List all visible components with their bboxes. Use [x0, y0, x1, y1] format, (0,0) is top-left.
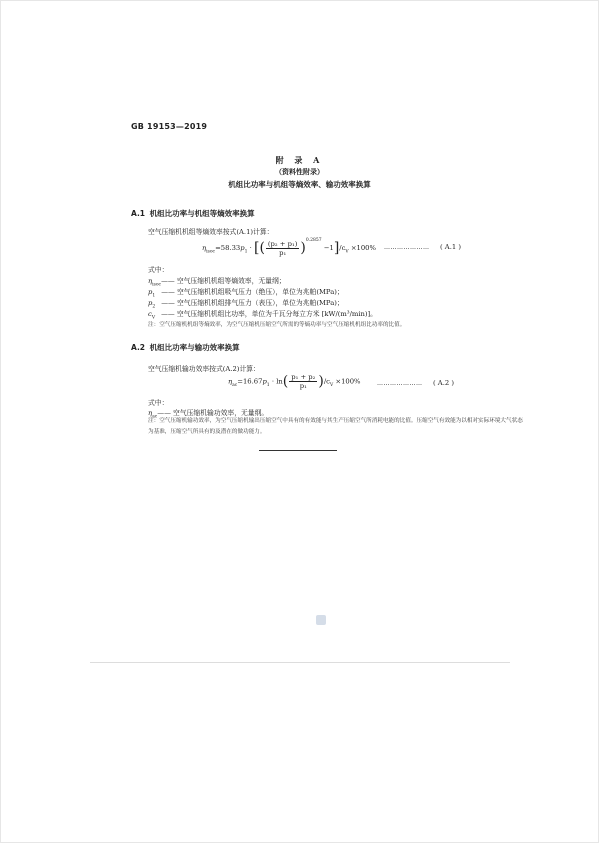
standard-number: GB 19153—2019 [131, 122, 208, 131]
var-subscript: isoc [152, 282, 162, 288]
annex-title: 附 录 A [275, 155, 324, 165]
eq-a1-eta: η [202, 244, 207, 252]
var-symbol: η [148, 277, 153, 285]
annex-type: （资料性附录） [275, 167, 324, 176]
var-subscript: 2 [152, 304, 156, 310]
eq-a1-p1-sub: 1 [244, 249, 248, 255]
section-a2-note: 注：空气压缩机输功效率，为空气压缩机输出压缩空气中具有的有效能与其生产压缩空气所消耗电能的比值。压缩空气有效能为以相对实际环境大气状态为基准，压缩空气所具有的及潜在的做功能力。 [148, 418, 523, 435]
var-subscript: 1 [152, 293, 156, 299]
eq-a1-coef: =58.33 [215, 244, 241, 252]
section-a1-number: A.1 [131, 209, 146, 218]
section-a2-number: A.2 [131, 343, 146, 352]
equation-a2: $\eta_{ac}=16.67p_1 \cdot \ln$( $\frac{\text{p₁ + p₂}}{\text{p₁}}$ )$/c_V \times 100\%$ [228, 373, 361, 390]
var-symbol: η [148, 409, 153, 417]
eq-a2-p1: p [262, 377, 267, 386]
eq-a1-minus-one: −1 [323, 244, 334, 252]
eq-a1-cv-sub: V [345, 249, 349, 255]
section-a1-intro: 空气压缩机机组等熵效率按式(A.1)计算： [148, 228, 274, 236]
eq-a2-cv-sub: V [329, 382, 334, 388]
var-symbol: p [148, 288, 153, 296]
section-a2-heading [131, 342, 240, 353]
eq-a1-percent: ×100% [350, 244, 376, 252]
watermark-logo-icon [316, 615, 326, 625]
eq-a2-eta-sub: ac [232, 382, 238, 388]
eq-a2-p1-sub: 1 [266, 382, 270, 388]
eq-a1-p1: p [240, 244, 245, 252]
var-a1-cv [148, 308, 377, 320]
var-description: —— 空气压缩机机组排气压力（表压），单位为兆帕(MPa)； [161, 299, 344, 307]
section-a1-heading [131, 208, 255, 219]
eq-a2-denominator: p₁ [299, 382, 307, 390]
eq-a1-dot: · [249, 244, 252, 252]
var-subscript: ac [152, 414, 158, 420]
section-a2-where: 式中： [148, 399, 169, 407]
eq-a1-denominator: p₁ [279, 248, 287, 257]
eq-a1-label: ( A.1 ) [440, 243, 462, 251]
section-a1-note: 注：空气压缩机机组等熵效率，为空气压缩机压缩空气所需的等熵功率与空气压缩机机组比功率的比值。 [148, 322, 406, 328]
eq-a1-leader-dots: ………………… [384, 244, 430, 251]
eq-a2-cv: /c [323, 377, 330, 386]
section-a2-title: 机组比功率与输功效率换算 [149, 343, 240, 352]
eq-a2-eta: η [228, 377, 233, 386]
annex-heading: 机组比功率与机组等熵效率、输功效率换算 [228, 180, 371, 189]
var-description: —— 空气压缩机机组等熵效率，无量纲； [161, 277, 286, 285]
var-symbol: c [148, 310, 152, 318]
eq-a1-exponent: 0.2857 [305, 238, 322, 243]
end-divider [259, 450, 337, 451]
eq-a2-percent: ×100% [335, 377, 361, 386]
var-subscript: V [151, 315, 156, 321]
var-symbol: p [148, 299, 153, 307]
eq-a2-numerator: p₁ + p₂ [291, 373, 316, 381]
eq-a1-eta-sub: isoc [206, 249, 216, 255]
equation-a1: $\eta_{isoc}=58.33p_1$ · [( $\frac{\text{(p₂ + p₁)}}{\text{p₁}}$ )$^{0.2857} -1]/c_V \times 100\%$ [202, 238, 376, 257]
eq-a1-numerator: (p₂ + p₁) [267, 239, 298, 248]
eq-a2-leader-dots: ………………… [377, 380, 423, 387]
eq-a2-coef: =16.67 [237, 377, 263, 386]
var-description: —— 空气压缩机机组吸气压力（绝压），单位为兆帕(MPa)； [161, 288, 344, 296]
section-a2-intro: 空气压缩机输功效率按式(A.2)计算： [148, 365, 260, 373]
var-description: —— 空气压缩机输功效率，无量纲。 [157, 409, 269, 417]
footer-rule [90, 662, 510, 663]
eq-a2-label: ( A.2 ) [433, 379, 455, 387]
eq-a1-cv: /c [339, 244, 346, 252]
section-a1-title: 机组比功率与机组等熵效率换算 [149, 209, 255, 218]
section-a1-where: 式中： [148, 266, 169, 274]
eq-a2-dot: · [271, 377, 275, 386]
var-description: —— 空气压缩机机组比功率，单位为千瓦分每立方米 [kW/(m³/min)]。 [161, 310, 377, 318]
eq-a2-ln: ln [276, 377, 283, 386]
